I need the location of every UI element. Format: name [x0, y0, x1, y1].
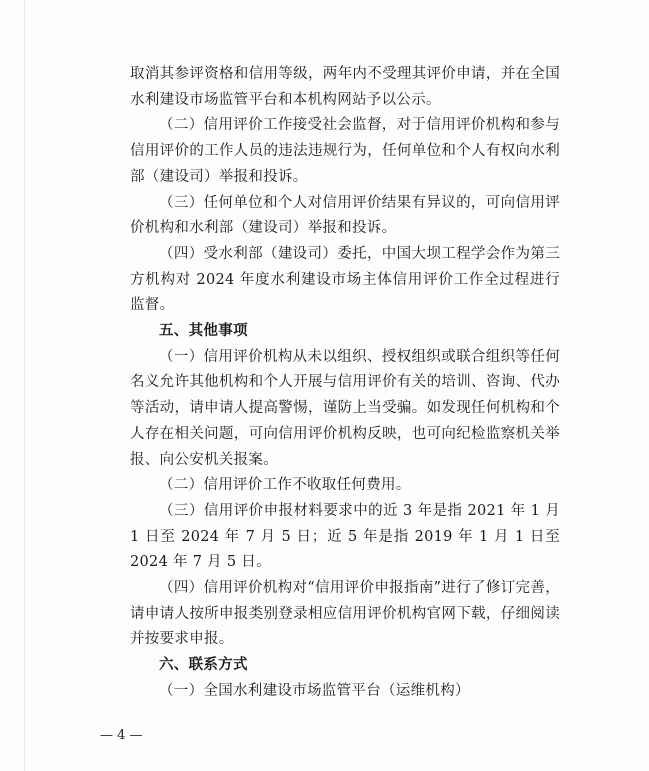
paragraph-no-fees: （二）信用评价工作不收取任何费用。 [159, 477, 411, 494]
paragraph-objection: （三）任何单位和个人对信用评价结果有异议的，可向信用评价机构和水利部（建设司）举报和投诉。 [130, 194, 560, 237]
binding-edge-line [24, 0, 25, 771]
section-heading-contacts: 六、联系方式 [159, 657, 248, 674]
paragraph-continuation: 取消其参评资格和信用等级，两年内不受理其评价申请，并在全国水利建设市场监管平台和本机构网站予以公示。 [130, 66, 560, 108]
paragraph-supervision: （二）信用评价工作接受社会监督，对于信用评价机构和参与信用评价的工作人员的违法违规行为，任何单位和个人有权向水利部（建设司）举报和投诉。 [130, 117, 560, 185]
page-number: — 4 — [100, 728, 143, 743]
paragraph-guide-revision: （四）信用评价机构对“信用评价申报指南”进行了修订完善，请申请人按所申报类别登录相应信用评价机构官网下载，仔细阅读并按要求申报。 [130, 580, 560, 648]
paragraph-third-party: （四）受水利部（建设司）委托，中国大坝工程学会作为第三方机构对 2024 年度水利建设市场主体信用评价工作全过程进行监督。 [130, 245, 560, 314]
document-body [130, 62, 560, 705]
section-heading-other-matters: 五、其他事项 [159, 323, 248, 340]
paragraph-fraud-warning: （一）信用评价机构从未以组织、授权组织或联合组织等任何名义允许其他机构和个人开展与信用评价有关的培训、咨询、代办等活动，请申请人提高警惕，谨防上当受骗。如发现任何机构和个人存在相关问题，可向信用评价机构反映，也可向纪检监察机关举报、向公安机关报案。 [130, 348, 560, 468]
paragraph-time-definitions: （三）信用评价申报材料要求中的近 3 年是指 2021 年 1 月 1 日至 2024 年 7 月 5 日；近 5 年是指 2019 年 1 月 1 日至 2024 年 7 月 5 日。 [130, 502, 560, 571]
paragraph-platform-contact: （一）全国水利建设市场监管平台（运维机构） [159, 682, 470, 699]
